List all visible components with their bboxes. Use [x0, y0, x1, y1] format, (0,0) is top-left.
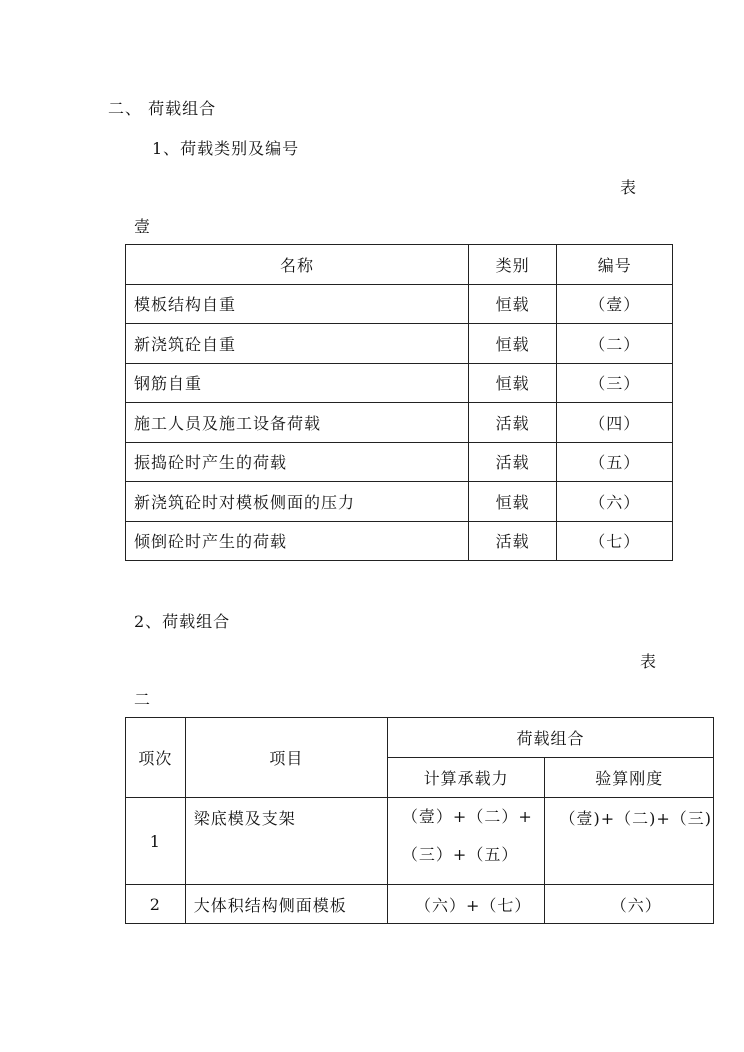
header-rigidity: 验算刚度 — [545, 758, 714, 798]
table-row — [126, 324, 673, 364]
cell-name: 钢筋自重 — [126, 363, 469, 403]
cell-type: 恒载 — [468, 284, 556, 324]
table-row — [126, 442, 673, 482]
section-heading: 二、 荷载组合 — [108, 99, 217, 118]
cell-name: 模板结构自重 — [126, 284, 469, 324]
cell-item: 大体积结构侧面模板 — [185, 885, 387, 924]
table-row — [126, 885, 714, 924]
cell-type: 恒载 — [468, 324, 556, 364]
cell-capacity — [387, 798, 545, 885]
cell-item: 梁底模及支架 — [185, 798, 387, 885]
subsection-title-2: 2、荷载组合 — [134, 612, 231, 631]
header-seq: 项次 — [126, 718, 186, 798]
capacity-line-1: （壹）+（二）+ — [401, 807, 533, 826]
table-header-row — [126, 245, 673, 285]
table1-caption-a: 表 — [620, 178, 638, 197]
cell-type: 活载 — [468, 442, 556, 482]
cell-code: （四） — [557, 403, 673, 443]
header-code: 编号 — [557, 245, 673, 285]
table-row — [126, 403, 673, 443]
cell-capacity: （六）+（七） — [387, 885, 545, 924]
cell-type: 活载 — [468, 403, 556, 443]
capacity-line-2: （三）+（五） — [401, 845, 519, 864]
subsection-title-1: 1、荷载类别及编号 — [152, 139, 300, 158]
header-capacity: 计算承载力 — [387, 758, 545, 798]
table-row — [126, 798, 714, 885]
table1-caption-b: 壹 — [134, 217, 152, 236]
cell-rigidity: （壹)+（二)+（三) — [545, 798, 714, 885]
cell-code: （壹） — [557, 284, 673, 324]
table2-caption-b: 二 — [134, 690, 152, 709]
table2-caption-a: 表 — [640, 652, 658, 671]
cell-type: 活载 — [468, 521, 556, 561]
table-row — [126, 284, 673, 324]
cell-name: 倾倒砼时产生的荷载 — [126, 521, 469, 561]
cell-code: （七） — [557, 521, 673, 561]
header-load-combination: 荷载组合 — [387, 718, 713, 758]
cell-seq: 1 — [126, 798, 186, 885]
cell-name: 施工人员及施工设备荷载 — [126, 403, 469, 443]
cell-code: （五） — [557, 442, 673, 482]
table-row — [126, 363, 673, 403]
cell-code: （二） — [557, 324, 673, 364]
cell-name: 新浇筑砼自重 — [126, 324, 469, 364]
cell-rigidity: （六） — [545, 885, 714, 924]
cell-seq: 2 — [126, 885, 186, 924]
cell-name: 振捣砼时产生的荷载 — [126, 442, 469, 482]
cell-type: 恒载 — [468, 482, 556, 522]
table-row — [126, 482, 673, 522]
header-item: 项目 — [185, 718, 387, 798]
cell-code: （三） — [557, 363, 673, 403]
header-type: 类别 — [468, 245, 556, 285]
load-combination-table — [125, 717, 714, 924]
cell-name: 新浇筑砼时对模板侧面的压力 — [126, 482, 469, 522]
table-header-row — [126, 718, 714, 758]
cell-code: （六） — [557, 482, 673, 522]
header-name: 名称 — [126, 245, 469, 285]
table-row — [126, 521, 673, 561]
cell-type: 恒载 — [468, 363, 556, 403]
load-category-table — [125, 244, 673, 561]
